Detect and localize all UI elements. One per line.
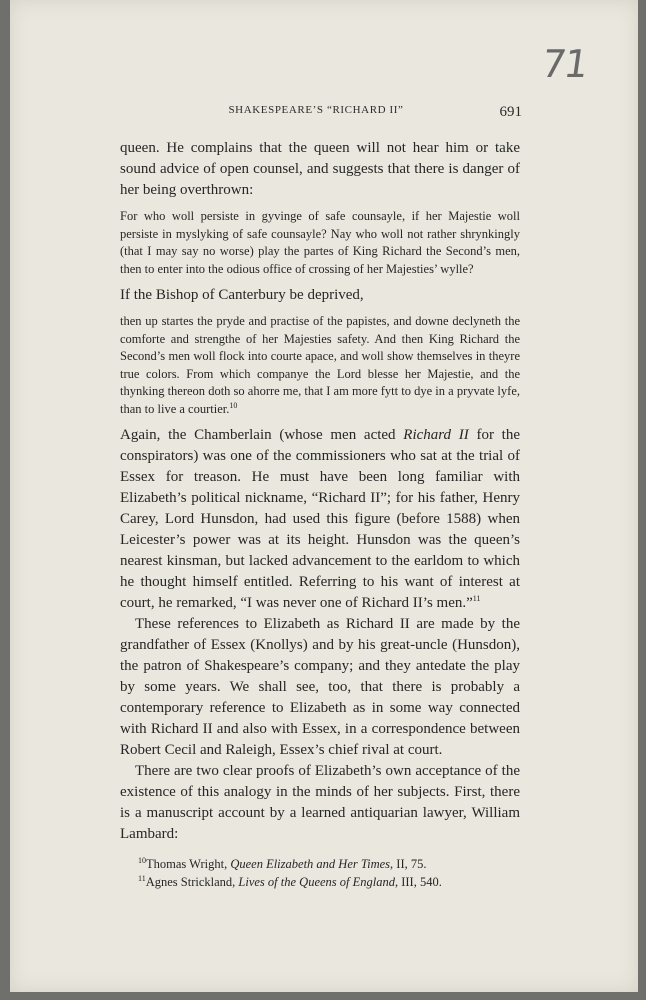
footnote-details: , II, 75.: [390, 857, 427, 871]
running-head: SHAKESPEARE’S “RICHARD II”: [228, 104, 404, 116]
footnote-details: , III, 540.: [394, 875, 442, 889]
pencil-folio-number: 71: [538, 42, 590, 86]
footnote-ref: 11: [472, 594, 481, 603]
paragraph-text: Again, the Chamberlain (whose men acted: [120, 427, 404, 443]
block-quote: [120, 313, 520, 418]
footnote-ref: 10: [229, 400, 238, 410]
paragraph: queen. He complains that the queen will not hear him or take sound advice of open counsel, and suggests that there is danger of her being overthrown:: [120, 140, 520, 198]
play-title: Richard II: [403, 427, 469, 443]
body-text: [120, 138, 520, 891]
footnote: [120, 873, 520, 891]
paragraph: These references to Elizabeth as Richard II are made by the grandfather of Essex (Knollys) and by his great-uncle (Hunsdon), the patron of Shakespeare’s company; and they antedate the play by some years. We shall see, too, that there is probably a contemporary reference to Elizabeth as in some way connected with Richard II and also with Essex, in a correspondence between Robert Cecil and Raleigh, Essex’s chief rival at court.: [120, 616, 520, 758]
page-header: [110, 104, 522, 122]
scan-border: [0, 992, 646, 1000]
quote-text: then up startes the pryde and practise of the papistes, and downe declyneth the comforte and strengthe of her Majesties safety. And then King Richard the Second’s men woll flock into courte apace, and woll show themselves in theyre true colors. From which companye the Lord blesse her Majestie, and the thynking thereon doth so ahorre me, that I am more fytt to dye in a pryvate lyfe, than to live a courtier.: [120, 314, 520, 416]
paragraph: [120, 425, 520, 614]
footnote-number: 10: [138, 855, 146, 865]
footnote-title: Lives of the Queens of England: [238, 875, 395, 889]
book-page: [10, 0, 638, 992]
footnote: [120, 855, 520, 873]
page-number: 691: [499, 104, 522, 120]
paragraph: If the Bishop of Canterbury be deprived,: [120, 287, 364, 303]
paragraph: There are two clear proofs of Elizabeth’s own acceptance of the existence of this analogy in the minds of her subjects. First, there is a manuscript account by a learned antiquarian lawyer, William Lambard:: [120, 763, 520, 842]
footnote-title: Queen Elizabeth and Her Times: [230, 857, 391, 871]
footnote-author: Agnes Strickland,: [145, 875, 239, 889]
paragraph-text: for the conspirators) was one of the commissioners who sat at the trial of Essex for treason. He must have been long familiar with Elizabeth’s political nickname, “Richard II”; for his father, Henry Carey, Lord Hunsdon, had used this figure (before 1588) when Leicester’s power was at its height. Hunsdon was the queen’s nearest kinsman, but lacked advancement to the earldom to which he thought himself entitled. Referring to his want of interest at court, he remarked, “I was never one of Richard II’s men.”: [120, 427, 521, 611]
footnote-author: Thomas Wright,: [146, 857, 231, 871]
footnote-number: 11: [138, 873, 146, 883]
block-quote: For who woll persiste in gyvinge of safe counsayle, if her Majestie woll persiste in myslyking of safe counsayle? Nay who woll not rather shrynkingly (that I may say no worse) play the partes of King Richard the Second’s men, then to enter into the odious office of crossing of her Majesties’ wylle?: [120, 209, 520, 276]
